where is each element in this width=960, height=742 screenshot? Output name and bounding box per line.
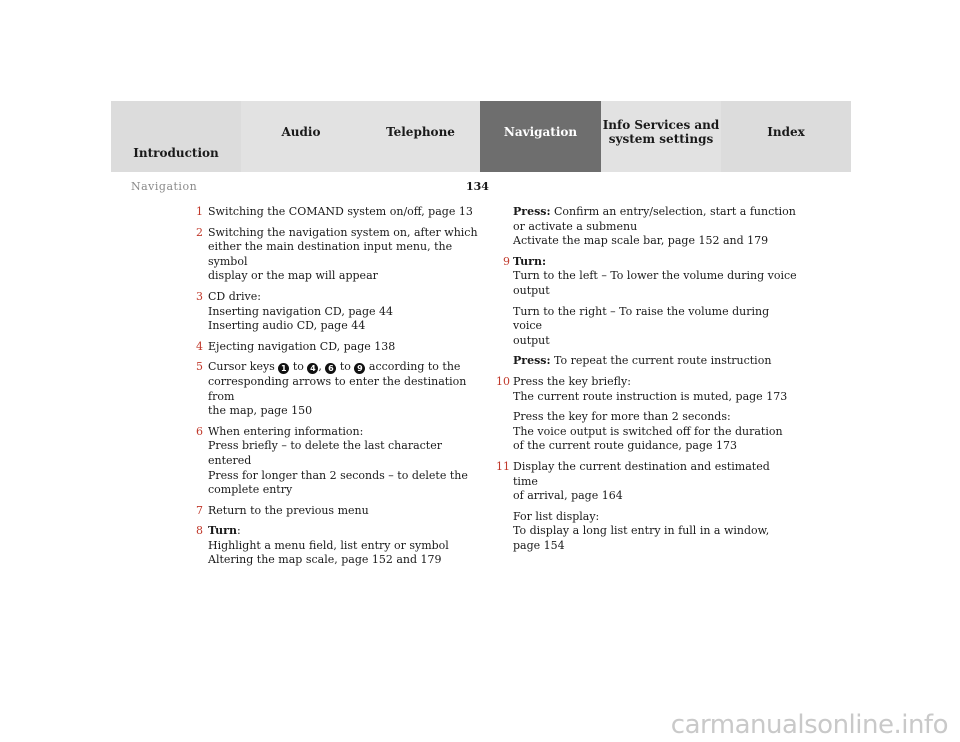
item-number: 9 <box>503 254 510 268</box>
item-text: Turn to the left – To lower the volume during voice <box>513 269 797 283</box>
item-label: Press: <box>513 354 551 368</box>
item-text: the map, page 150 <box>208 404 313 418</box>
item-text: For list display: <box>513 509 600 523</box>
item-text: Turn to the right – To raise the volume during voice <box>513 304 773 333</box>
tab-telephone-label: Telephone <box>386 124 455 139</box>
item-text: Inserting navigation CD, page 44 <box>208 304 394 318</box>
item-text: Press for longer than 2 seconds – to delete the <box>208 468 468 482</box>
tab-audio-label: Audio <box>281 124 321 139</box>
item-text: Altering the map scale, page 152 and 179 <box>208 553 442 567</box>
list-item <box>196 524 486 568</box>
item-text: Ejecting navigation CD, page 138 <box>208 339 396 353</box>
tab-navigation[interactable] <box>480 101 601 172</box>
page-number: 134 <box>466 180 489 193</box>
item-number: 3 <box>196 289 203 303</box>
text-fragment: , <box>318 360 326 374</box>
item-text: Press the key briefly: <box>513 374 631 388</box>
section-title: Navigation <box>131 180 198 193</box>
item-label: Turn: <box>513 254 547 268</box>
item-text: Inserting audio CD, page 44 <box>208 319 366 333</box>
item-text: display or the map will appear <box>208 269 378 283</box>
list-item <box>196 226 486 284</box>
text-fragment: to <box>289 360 308 374</box>
item-number: 8 <box>196 524 203 538</box>
text-fragment: to <box>336 360 355 374</box>
text-fragment: To repeat the current route instruction <box>550 354 772 368</box>
item-number: 1 <box>196 205 203 218</box>
tab-navigation-label: Navigation <box>503 124 578 139</box>
item-text: page 154 <box>513 538 565 552</box>
item-text: Highlight a menu field, list entry or symbol <box>208 538 449 552</box>
item-number: 10 <box>496 374 510 388</box>
item-number: 6 <box>196 424 203 438</box>
item-text: When entering information: <box>208 424 364 438</box>
item-text: either the main destination input menu, the symbol <box>208 240 456 268</box>
tab-audio[interactable] <box>241 101 361 172</box>
item-text: Return to the previous menu <box>208 503 369 517</box>
item-text: of arrival, page 164 <box>513 489 623 503</box>
item-text: Activate the map scale bar, page 152 and 179 <box>513 234 769 248</box>
item-text: of the current route guidance, page 173 <box>513 439 738 453</box>
item-text: Switching the navigation system on, after which <box>208 225 478 239</box>
tab-info-services[interactable] <box>601 101 721 172</box>
item-text: complete entry <box>208 483 293 497</box>
item-text: The current route instruction is muted, page 173 <box>513 389 788 403</box>
list-item <box>196 290 486 334</box>
item-text: output <box>513 333 550 347</box>
item-number: 4 <box>196 339 203 353</box>
item-text: The voice output is switched off for the duration <box>513 424 783 438</box>
text-fragment: : <box>236 524 241 538</box>
item-text: Press briefly – to delete the last character entered <box>208 439 446 467</box>
text-fragment: Cursor keys <box>208 360 279 374</box>
cursor-key-9-icon: 9 <box>354 363 365 374</box>
list-item <box>497 460 797 554</box>
list-item <box>196 205 486 220</box>
tab-info-services-label: Info Services and system settings <box>602 117 720 146</box>
list-item <box>497 205 797 249</box>
list-item <box>196 425 486 498</box>
item-text <box>513 354 797 369</box>
tab-index[interactable] <box>721 101 851 172</box>
cursor-key-4-icon: 4 <box>307 363 318 374</box>
list-item <box>196 504 486 519</box>
text-fragment: according to the <box>365 360 461 374</box>
tab-telephone[interactable] <box>361 101 480 172</box>
item-text: Press the key for more than 2 seconds: <box>513 410 731 424</box>
item-text: or activate a submenu <box>513 219 638 233</box>
cursor-key-1-icon: 1 <box>278 363 289 374</box>
watermark: carmanualsonline.info <box>670 710 948 740</box>
item-number: 11 <box>496 459 510 473</box>
item-number: 7 <box>196 503 203 517</box>
item-number: 5 <box>196 360 203 374</box>
text-fragment: Confirm an entry/selection, start a function <box>550 205 796 218</box>
list-item <box>497 375 797 454</box>
item-text: corresponding arrows to enter the destination from <box>208 374 470 403</box>
item-label: Press: <box>513 205 551 218</box>
left-column <box>196 205 486 574</box>
list-item <box>196 340 486 355</box>
item-text: output <box>513 283 550 297</box>
cursor-key-6-icon: 6 <box>325 363 336 374</box>
item-number: 2 <box>196 225 203 239</box>
item-text: CD drive: <box>208 289 261 303</box>
tab-index-label: Index <box>767 124 805 139</box>
item-text <box>208 524 486 539</box>
item-text: Display the current destination and estimated time <box>513 459 774 488</box>
tab-introduction-label: Introduction <box>133 146 219 160</box>
right-column <box>497 205 797 559</box>
tab-introduction[interactable] <box>111 101 241 172</box>
list-item <box>497 255 797 369</box>
section-tabs <box>111 101 851 172</box>
list-item <box>196 360 486 418</box>
item-text: Switching the COMAND system on/off, page 13 <box>208 205 473 218</box>
item-text <box>513 205 797 220</box>
item-text <box>208 360 486 375</box>
item-text: To display a long list entry in full in a window, <box>513 524 770 538</box>
item-label: Turn <box>208 524 237 538</box>
